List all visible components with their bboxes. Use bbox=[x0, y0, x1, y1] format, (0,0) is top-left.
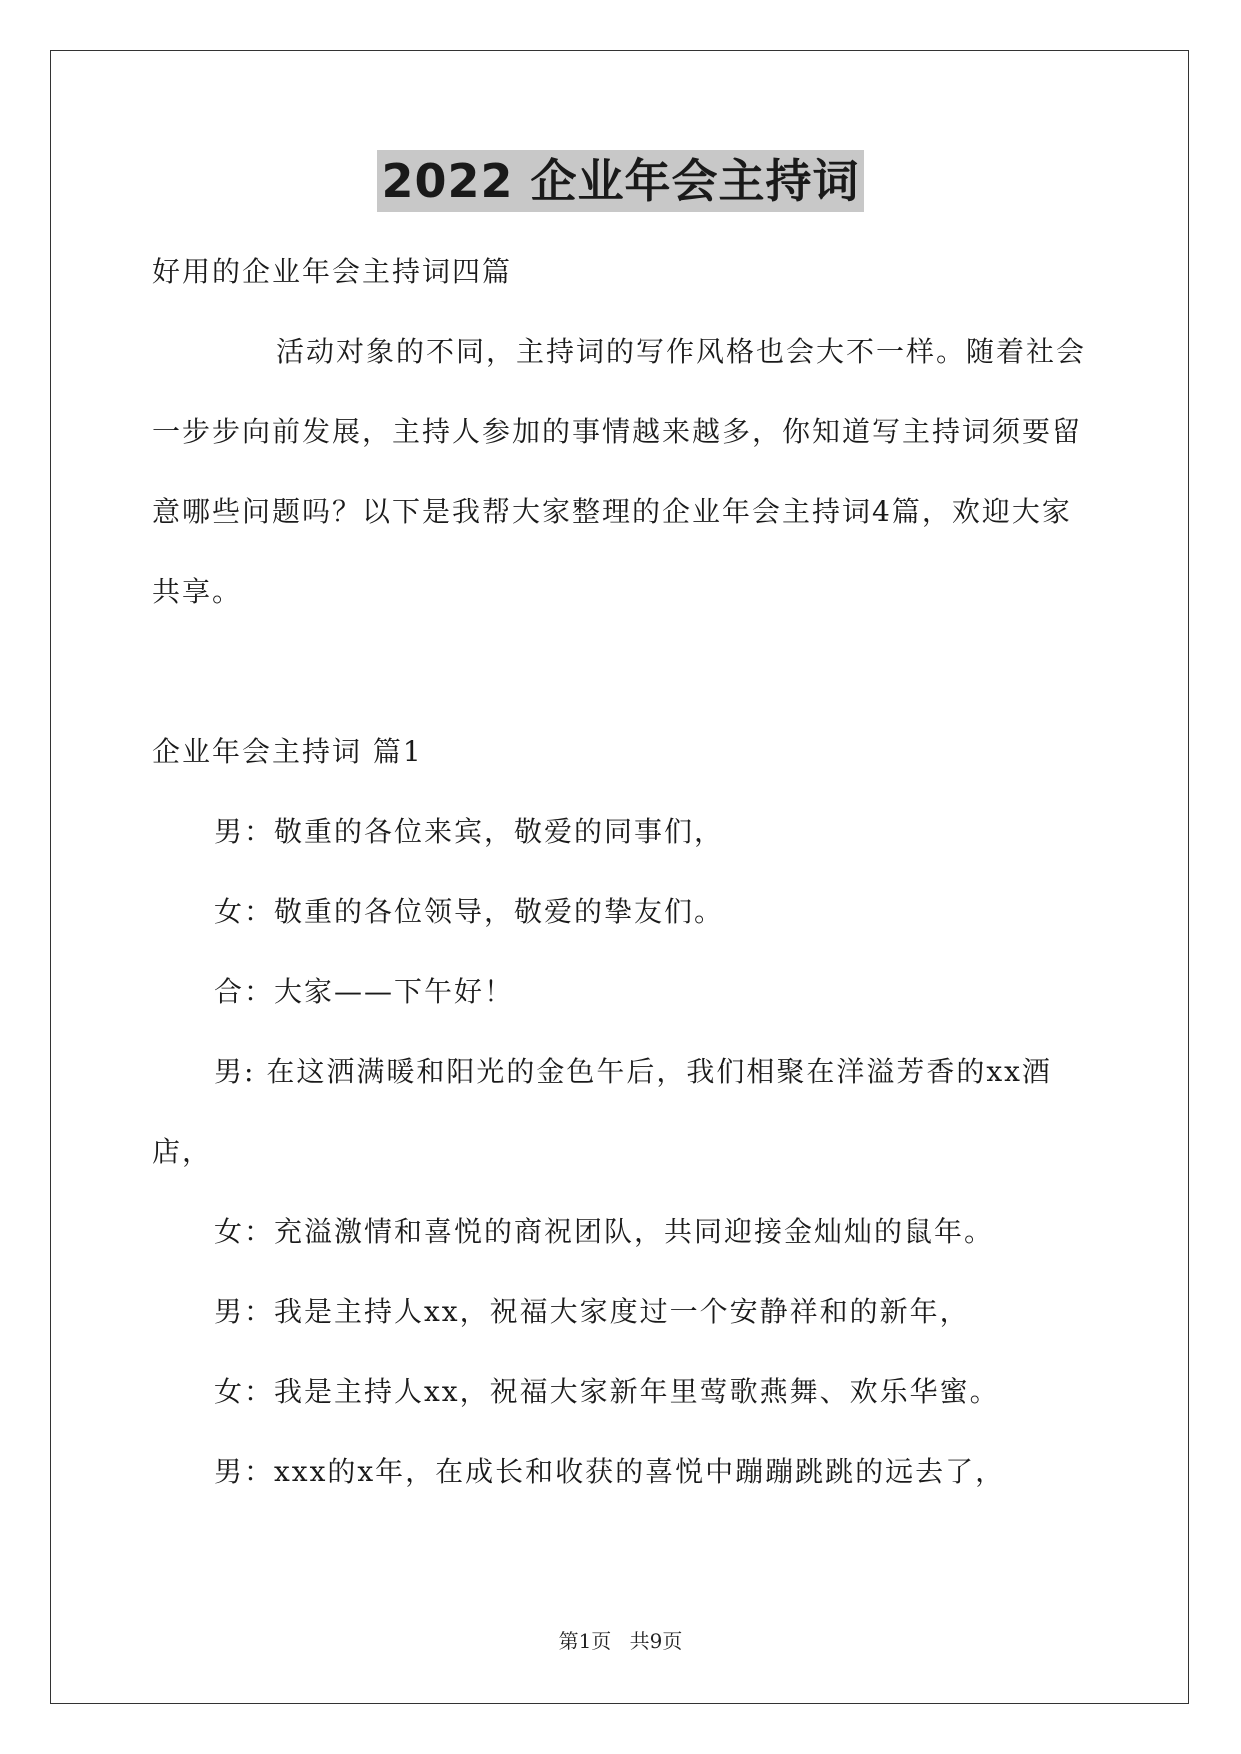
title-container bbox=[0, 150, 1241, 212]
intro-paragraph: 活动对象的不同，主持词的写作风格也会大不一样。随着社会一步步向前发展，主持人参加的事情越来越多，你知道写主持词须要留意哪些问题吗？以下是我帮大家整理的企业年会主持词4篇，欢迎大家共享。 bbox=[152, 335, 1087, 608]
dialogue-line: 女：敬重的各位领导，敬爱的挚友们。 bbox=[214, 895, 725, 928]
document-body bbox=[152, 232, 1092, 1512]
page-footer bbox=[0, 1625, 1241, 1654]
section-spacer bbox=[152, 632, 1092, 712]
dialogue-line: 合：大家——下午好！ bbox=[214, 975, 515, 1008]
document-subtitle: 好用的企业年会主持词四篇 bbox=[152, 255, 513, 288]
section-heading: 企业年会主持词 篇1 bbox=[152, 735, 423, 768]
dialogue-line: 男：敬重的各位来宾，敬爱的同事们， bbox=[214, 815, 725, 848]
dialogue-line: 男：xxx的x年，在成长和收获的喜悦中蹦蹦跳跳的远去了， bbox=[214, 1455, 1006, 1488]
page-total: 共9页 bbox=[629, 1629, 683, 1653]
dialogue-line: 男: 在这洒满暖和阳光的金色午后，我们相聚在洋溢芳香的xx酒店， bbox=[152, 1055, 1052, 1168]
dialogue-line: 女：充溢激情和喜悦的商祝团队，共同迎接金灿灿的鼠年。 bbox=[214, 1215, 995, 1248]
document-title: 2022 企业年会主持词 bbox=[377, 150, 863, 212]
page-number: 第1页 bbox=[558, 1629, 612, 1653]
dialogue-line: 女：我是主持人xx，祝福大家新年里莺歌燕舞、欢乐华蜜。 bbox=[214, 1375, 1000, 1408]
dialogue-line: 男：我是主持人xx，祝福大家度过一个安静祥和的新年， bbox=[214, 1295, 970, 1328]
